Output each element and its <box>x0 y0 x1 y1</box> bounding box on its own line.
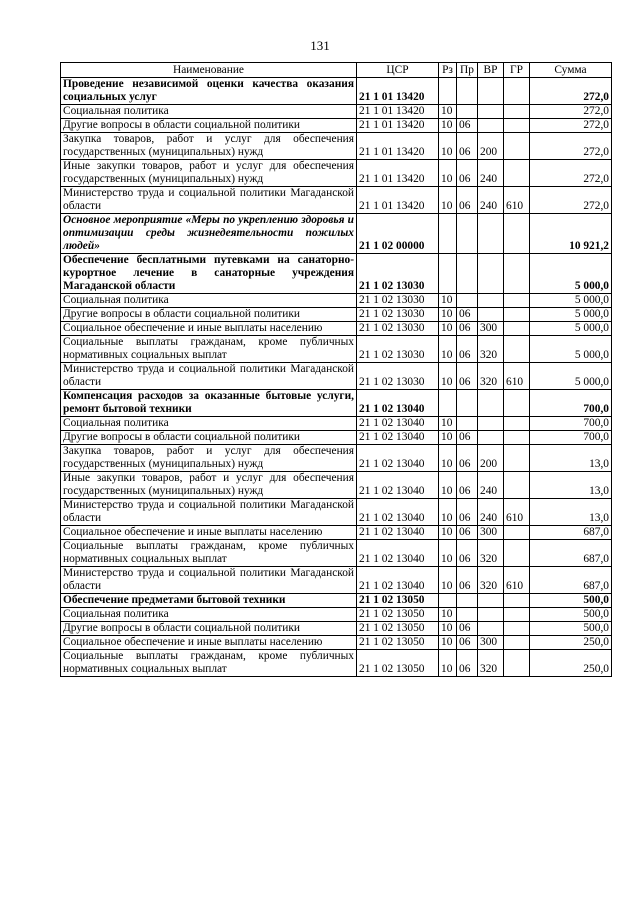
table-row <box>61 133 612 160</box>
row-rz <box>439 594 457 608</box>
row-sum: 10 921,2 <box>530 214 612 254</box>
row-sum: 500,0 <box>530 622 612 636</box>
row-name: Закупка товаров, работ и услуг для обеспечения государственных (муниципальных) нужд <box>61 133 357 160</box>
table-body <box>61 78 612 677</box>
row-vr: 320 <box>478 363 504 390</box>
table-header-row <box>61 63 612 78</box>
row-csr: 21 1 02 13040 <box>357 390 439 417</box>
row-rz: 10 <box>439 472 457 499</box>
row-vr <box>478 105 504 119</box>
row-pr <box>457 294 478 308</box>
table-row <box>61 608 612 622</box>
row-pr: 06 <box>457 322 478 336</box>
row-csr: 21 1 01 13420 <box>357 160 439 187</box>
row-rz: 10 <box>439 308 457 322</box>
table-row <box>61 214 612 254</box>
row-sum: 250,0 <box>530 636 612 650</box>
table-row <box>61 445 612 472</box>
row-sum: 700,0 <box>530 390 612 417</box>
row-csr: 21 1 02 13040 <box>357 472 439 499</box>
row-vr: 200 <box>478 133 504 160</box>
row-rz: 10 <box>439 499 457 526</box>
header-sum: Сумма <box>530 63 612 78</box>
table-row <box>61 322 612 336</box>
row-vr <box>478 294 504 308</box>
row-rz: 10 <box>439 636 457 650</box>
row-sum: 13,0 <box>530 499 612 526</box>
row-name: Социальная политика <box>61 105 357 119</box>
row-pr: 06 <box>457 472 478 499</box>
row-csr: 21 1 02 13050 <box>357 608 439 622</box>
table-row <box>61 622 612 636</box>
row-csr: 21 1 02 13050 <box>357 622 439 636</box>
header-gr: ГР <box>504 63 530 78</box>
row-name: Социальное обеспечение и иные выплаты населению <box>61 322 357 336</box>
row-vr <box>478 390 504 417</box>
row-rz: 10 <box>439 650 457 677</box>
row-vr: 240 <box>478 499 504 526</box>
row-rz: 10 <box>439 133 457 160</box>
row-vr <box>478 622 504 636</box>
table-row <box>61 78 612 105</box>
row-vr: 320 <box>478 650 504 677</box>
row-csr: 21 1 02 13030 <box>357 336 439 363</box>
row-rz: 10 <box>439 526 457 540</box>
row-csr: 21 1 02 13040 <box>357 526 439 540</box>
row-vr: 320 <box>478 336 504 363</box>
row-rz: 10 <box>439 336 457 363</box>
row-vr <box>478 608 504 622</box>
row-gr <box>504 417 530 431</box>
row-name: Закупка товаров, работ и услуг для обеспечения государственных (муниципальных) нужд <box>61 445 357 472</box>
row-name: Проведение независимой оценки качества оказания социальных услуг <box>61 78 357 105</box>
row-gr <box>504 594 530 608</box>
row-gr <box>504 214 530 254</box>
row-name: Социальные выплаты гражданам, кроме публичных нормативных социальных выплат <box>61 336 357 363</box>
row-sum: 5 000,0 <box>530 294 612 308</box>
row-gr <box>504 540 530 567</box>
row-csr: 21 1 02 13030 <box>357 363 439 390</box>
table-row <box>61 336 612 363</box>
row-sum: 13,0 <box>530 472 612 499</box>
row-rz: 10 <box>439 417 457 431</box>
row-gr <box>504 431 530 445</box>
row-pr <box>457 105 478 119</box>
row-rz <box>439 254 457 294</box>
row-csr: 21 1 02 13040 <box>357 417 439 431</box>
table-row <box>61 308 612 322</box>
table-row <box>61 526 612 540</box>
row-gr <box>504 254 530 294</box>
row-sum: 250,0 <box>530 650 612 677</box>
row-csr: 21 1 01 13420 <box>357 133 439 160</box>
row-sum: 272,0 <box>530 78 612 105</box>
row-vr: 240 <box>478 187 504 214</box>
row-csr: 21 1 01 13420 <box>357 105 439 119</box>
row-pr: 06 <box>457 363 478 390</box>
row-rz: 10 <box>439 294 457 308</box>
row-gr <box>504 622 530 636</box>
row-gr: 610 <box>504 567 530 594</box>
row-vr: 300 <box>478 526 504 540</box>
row-gr <box>504 336 530 363</box>
row-gr: 610 <box>504 187 530 214</box>
row-sum: 687,0 <box>530 567 612 594</box>
row-pr: 06 <box>457 187 478 214</box>
row-pr <box>457 608 478 622</box>
row-pr: 06 <box>457 431 478 445</box>
row-vr: 240 <box>478 472 504 499</box>
row-pr: 06 <box>457 567 478 594</box>
row-name: Социальная политика <box>61 417 357 431</box>
row-sum: 5 000,0 <box>530 322 612 336</box>
row-rz: 10 <box>439 187 457 214</box>
row-pr: 06 <box>457 133 478 160</box>
row-pr: 06 <box>457 526 478 540</box>
row-name: Социальные выплаты гражданам, кроме публичных нормативных социальных выплат <box>61 540 357 567</box>
table-row <box>61 499 612 526</box>
row-sum: 500,0 <box>530 594 612 608</box>
row-pr: 06 <box>457 160 478 187</box>
row-csr: 21 1 02 13050 <box>357 636 439 650</box>
row-pr <box>457 78 478 105</box>
row-csr: 21 1 02 13040 <box>357 431 439 445</box>
table-row <box>61 431 612 445</box>
row-pr <box>457 417 478 431</box>
row-sum: 687,0 <box>530 540 612 567</box>
row-pr: 06 <box>457 650 478 677</box>
row-gr <box>504 105 530 119</box>
table-row <box>61 567 612 594</box>
row-csr: 21 1 02 13050 <box>357 650 439 677</box>
row-name: Министерство труда и социальной политики Магаданской области <box>61 499 357 526</box>
table-row <box>61 254 612 294</box>
row-rz <box>439 390 457 417</box>
row-vr <box>478 78 504 105</box>
row-rz: 10 <box>439 105 457 119</box>
row-gr <box>504 472 530 499</box>
row-name: Обеспечение бесплатными путевками на санаторно-курортное лечение в санаторные учреждения Магаданской области <box>61 254 357 294</box>
row-gr: 610 <box>504 499 530 526</box>
row-rz: 10 <box>439 119 457 133</box>
row-vr <box>478 214 504 254</box>
row-sum: 500,0 <box>530 608 612 622</box>
table-row <box>61 636 612 650</box>
row-vr <box>478 417 504 431</box>
header-csr: ЦСР <box>357 63 439 78</box>
row-gr <box>504 608 530 622</box>
row-vr <box>478 308 504 322</box>
row-csr: 21 1 01 13420 <box>357 78 439 105</box>
row-sum: 700,0 <box>530 431 612 445</box>
row-pr: 06 <box>457 336 478 363</box>
row-name: Другие вопросы в области социальной политики <box>61 308 357 322</box>
row-name: Иные закупки товаров, работ и услуг для обеспечения государственных (муниципальных) нужд <box>61 472 357 499</box>
budget-table <box>60 62 612 677</box>
row-name: Министерство труда и социальной политики Магаданской области <box>61 187 357 214</box>
row-csr: 21 1 02 00000 <box>357 214 439 254</box>
header-pr: Пр <box>457 63 478 78</box>
table-row <box>61 119 612 133</box>
row-name: Другие вопросы в области социальной политики <box>61 622 357 636</box>
row-rz: 10 <box>439 160 457 187</box>
row-sum: 272,0 <box>530 133 612 160</box>
row-gr <box>504 636 530 650</box>
row-name: Иные закупки товаров, работ и услуг для обеспечения государственных (муниципальных) нужд <box>61 160 357 187</box>
row-rz: 10 <box>439 322 457 336</box>
row-pr: 06 <box>457 308 478 322</box>
row-gr <box>504 308 530 322</box>
row-pr: 06 <box>457 540 478 567</box>
header-name: Наименование <box>61 63 357 78</box>
row-rz: 10 <box>439 608 457 622</box>
row-name: Обеспечение предметами бытовой техники <box>61 594 357 608</box>
row-rz: 10 <box>439 567 457 594</box>
row-sum: 687,0 <box>530 526 612 540</box>
row-sum: 700,0 <box>530 417 612 431</box>
header-rz: Рз <box>439 63 457 78</box>
row-gr <box>504 119 530 133</box>
table-row <box>61 105 612 119</box>
row-sum: 272,0 <box>530 105 612 119</box>
row-rz: 10 <box>439 540 457 567</box>
table-row <box>61 363 612 390</box>
row-vr <box>478 431 504 445</box>
table-row <box>61 650 612 677</box>
row-sum: 5 000,0 <box>530 336 612 363</box>
row-sum: 272,0 <box>530 187 612 214</box>
row-name: Компенсация расходов за оказанные бытовые услуги, ремонт бытовой техники <box>61 390 357 417</box>
header-vr: ВР <box>478 63 504 78</box>
row-sum: 272,0 <box>530 119 612 133</box>
row-csr: 21 1 02 13030 <box>357 254 439 294</box>
row-rz: 10 <box>439 363 457 390</box>
page-number: 131 <box>310 38 330 53</box>
row-name: Другие вопросы в области социальной политики <box>61 431 357 445</box>
row-csr: 21 1 01 13420 <box>357 187 439 214</box>
row-gr <box>504 322 530 336</box>
row-pr <box>457 594 478 608</box>
table-row <box>61 294 612 308</box>
row-name: Социальная политика <box>61 294 357 308</box>
row-vr: 320 <box>478 540 504 567</box>
row-name: Министерство труда и социальной политики Магаданской области <box>61 363 357 390</box>
row-pr: 06 <box>457 499 478 526</box>
table-row <box>61 540 612 567</box>
row-vr: 200 <box>478 445 504 472</box>
row-pr: 06 <box>457 119 478 133</box>
row-sum: 5 000,0 <box>530 308 612 322</box>
row-rz: 10 <box>439 622 457 636</box>
row-csr: 21 1 02 13030 <box>357 322 439 336</box>
row-csr: 21 1 02 13050 <box>357 594 439 608</box>
table-row <box>61 594 612 608</box>
row-csr: 21 1 01 13420 <box>357 119 439 133</box>
row-rz <box>439 214 457 254</box>
row-sum: 5 000,0 <box>530 363 612 390</box>
row-vr <box>478 594 504 608</box>
row-gr <box>504 160 530 187</box>
row-rz: 10 <box>439 431 457 445</box>
row-rz <box>439 78 457 105</box>
row-gr: 610 <box>504 363 530 390</box>
row-csr: 21 1 02 13030 <box>357 308 439 322</box>
row-vr: 320 <box>478 567 504 594</box>
row-gr <box>504 445 530 472</box>
table-row <box>61 390 612 417</box>
row-vr <box>478 254 504 294</box>
row-gr <box>504 650 530 677</box>
row-sum: 13,0 <box>530 445 612 472</box>
row-pr: 06 <box>457 636 478 650</box>
table-row <box>61 417 612 431</box>
row-csr: 21 1 02 13040 <box>357 540 439 567</box>
table-row <box>61 472 612 499</box>
row-name: Социальное обеспечение и иные выплаты населению <box>61 636 357 650</box>
row-sum: 5 000,0 <box>530 254 612 294</box>
row-name: Министерство труда и социальной политики Магаданской области <box>61 567 357 594</box>
row-sum: 272,0 <box>530 160 612 187</box>
row-name: Основное мероприятие «Меры по укреплению здоровья и оптимизации среды жизнедеятельности пожилых людей» <box>61 214 357 254</box>
row-name: Социальная политика <box>61 608 357 622</box>
row-vr: 300 <box>478 636 504 650</box>
row-gr <box>504 78 530 105</box>
row-pr: 06 <box>457 622 478 636</box>
row-pr <box>457 214 478 254</box>
row-vr: 240 <box>478 160 504 187</box>
row-csr: 21 1 02 13040 <box>357 499 439 526</box>
row-csr: 21 1 02 13040 <box>357 567 439 594</box>
row-vr <box>478 119 504 133</box>
row-pr: 06 <box>457 445 478 472</box>
row-gr <box>504 133 530 160</box>
row-vr: 300 <box>478 322 504 336</box>
row-gr <box>504 526 530 540</box>
row-name: Другие вопросы в области социальной политики <box>61 119 357 133</box>
row-gr <box>504 294 530 308</box>
table-row <box>61 160 612 187</box>
row-name: Социальные выплаты гражданам, кроме публичных нормативных социальных выплат <box>61 650 357 677</box>
row-csr: 21 1 02 13030 <box>357 294 439 308</box>
row-gr <box>504 390 530 417</box>
row-name: Социальное обеспечение и иные выплаты населению <box>61 526 357 540</box>
row-pr <box>457 390 478 417</box>
row-csr: 21 1 02 13040 <box>357 445 439 472</box>
table-row <box>61 187 612 214</box>
row-pr <box>457 254 478 294</box>
row-rz: 10 <box>439 445 457 472</box>
